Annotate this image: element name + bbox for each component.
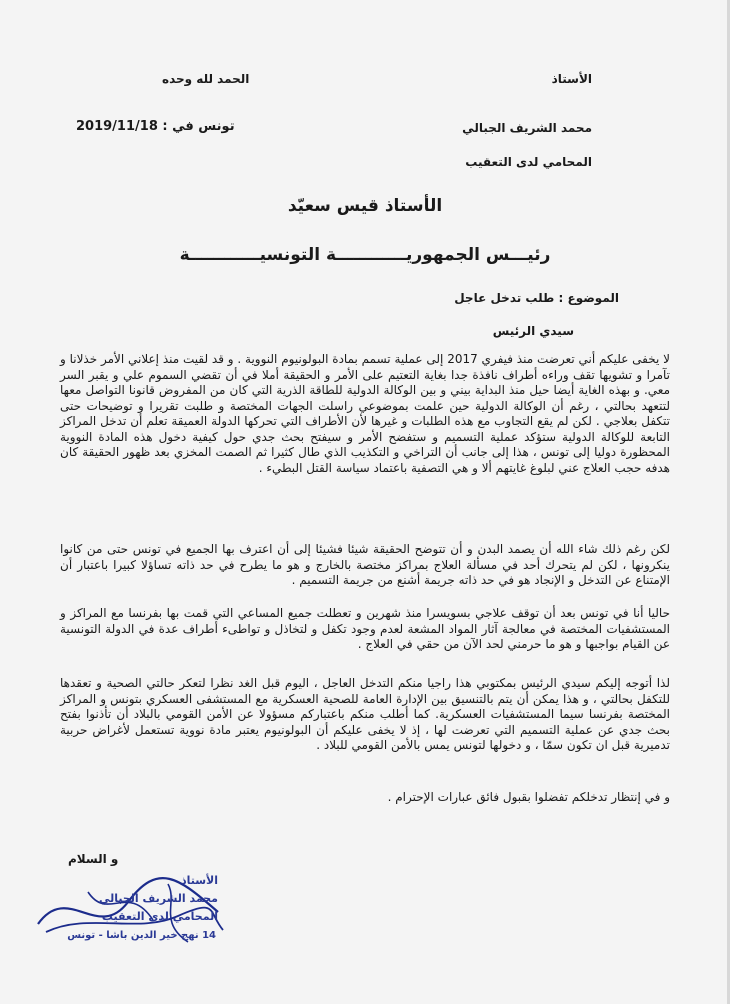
addressee-position: رئيـــس الجمهوريــــــــــــة التونسيــــــــــــة [179, 245, 551, 265]
stamp-line-1: الأستاذ [180, 874, 218, 887]
letter-date: تونس في : 2019/11/18 [76, 119, 235, 134]
body-paragraph-4: لذا أتوجه إليكم سيدي الرئيس بمكتوبي هذا راجيا منكم التدخل العاجل ، اليوم قبل الغد نظرا لتعكر حالتي الصحية و تعقدها للتكفل بحالتي ، و هذا يمكن أن يتم بالتنسيق بين الإدارة العامة للصحية العسكرية مع المستشفى العسكري بتونس و المراكز المختصة بفرنسا سيما المستشفيات العسكرية. كما أطلب منكم باعتباركم مسؤولا عن الأمن القومي بالبلاد أن تأذنوا بفتح بحث جدي عن عملية التسميم التي تعرضت لها ، إذ لا يخفى عليكم أن البولونيوم يعتبر مادة نووية تستعمل لأغراض حربية تدميرية قبل ان تكون سمّا ، و دخولها لتونس يمس بالأمن القومي للبلاد . [60, 676, 670, 752]
letter-subject: الموضوع : طلب تدخل عاجل [454, 291, 619, 305]
body-paragraph-5: و في إنتظار تدخلكم تفضلوا بقبول فائق عبارات الإحترام . [387, 790, 670, 804]
sender-name: محمد الشريف الجبالي [462, 121, 592, 135]
addressee-name: الأستاذ قيس سعيّد [287, 196, 443, 216]
stamp-line-3: المحامي لدى التعقيب [101, 910, 218, 923]
stamp-line-4: 14 نهج خير الدين باشا - تونس [67, 930, 216, 941]
sender-role: المحامي لدى التعقيب [465, 155, 592, 169]
body-paragraph-3: حاليا أنا في تونس بعد أن توقف علاجي بسويسرا منذ شهرين و تعطلت جميع المساعي التي قمت بها بفرنسا مع المراكز و المستشفيات المختصة في معالجة آثار المواد المشعة لعدم وجود تكفل و لتخاذل و تواطىء أطراف عدة في الدولة التونسية عن القيام بواجبها و هو ما حرمني لحد الآن من حقي في العلاج . [60, 606, 670, 651]
closing-line: و السلام [68, 852, 119, 866]
body-paragraph-2: لكن رغم ذلك شاء الله أن يصمد البدن و أن تتوضح الحقيقة شيئا فشيئا إلى أن اعترف بها الجميع في تونس حتى من كانوا ينكرونها ، لكن لم يتحرك أحد في مسألة العلاج بمراكز مختصة بالخارج و هو ما يطرح في حد ذاته تساؤلا كبيرا باعتبار أن الإمتناع عن التدخل و الإنجاد هو في حد ذاته جريمة أشنع من جريمة التسميم . [60, 542, 670, 587]
body-paragraph-1: لا يخفى عليكم أني تعرضت منذ فيفري 2017 إلى عملية تسمم بمادة البولونيوم النووية . و قد لقيت منذ إعلاني الأمر خذلانا و تآمرا و تشويها تقف وراءه أطراف نافذة جدا بغاية التعتيم على الأمر و الحقيقة أملا في أن تقضي السموم علي و يقبر السر معي. و بهذه الغاية أيضا حيل منذ البداية بيني و بين الوكالة الدولية للطاقة الذرية التي كان من المفروض قانونا التواصل معها لتتعهد بحالتي ، رغم أن الوكالة الدولية حين علمت بموضوعي راسلت الجهات المختصة و طلبت تقريرا و توضيحات حتى تتكفل بعلاجي . لكن لم يقع التجاوب مع هذه الطلبات و غيرها لأن الأطراف التي تحركها الدولة العميقة تعلم أن تدخل المراكز التابعة للوكالة الدولية ستؤكد عملية التسميم و ستفضح الأمر و سيفتح بحث جدي حول كيفية دخول هذه المادة النووية المحظورة دوليا إلى تونس ، هذا إلى جانب أن التراخي و التكذيب الذي طال كثيرا ثم الصمت المخزي بعد ظهور الحقيقة كان هدفه حجب العلاج عني لبلوغ غايتهم ألا و هي التصفية باعتماد سياسة القتل البطيء . [59, 352, 670, 475]
stamp-line-2: محمد الشريف الجبالي [98, 892, 218, 905]
sender-title: الأستاذ [551, 72, 592, 86]
praise-line: الحمد لله وحده [162, 72, 250, 86]
signature-stamp [28, 872, 228, 950]
salutation: سيدي الرئيس [492, 324, 574, 338]
